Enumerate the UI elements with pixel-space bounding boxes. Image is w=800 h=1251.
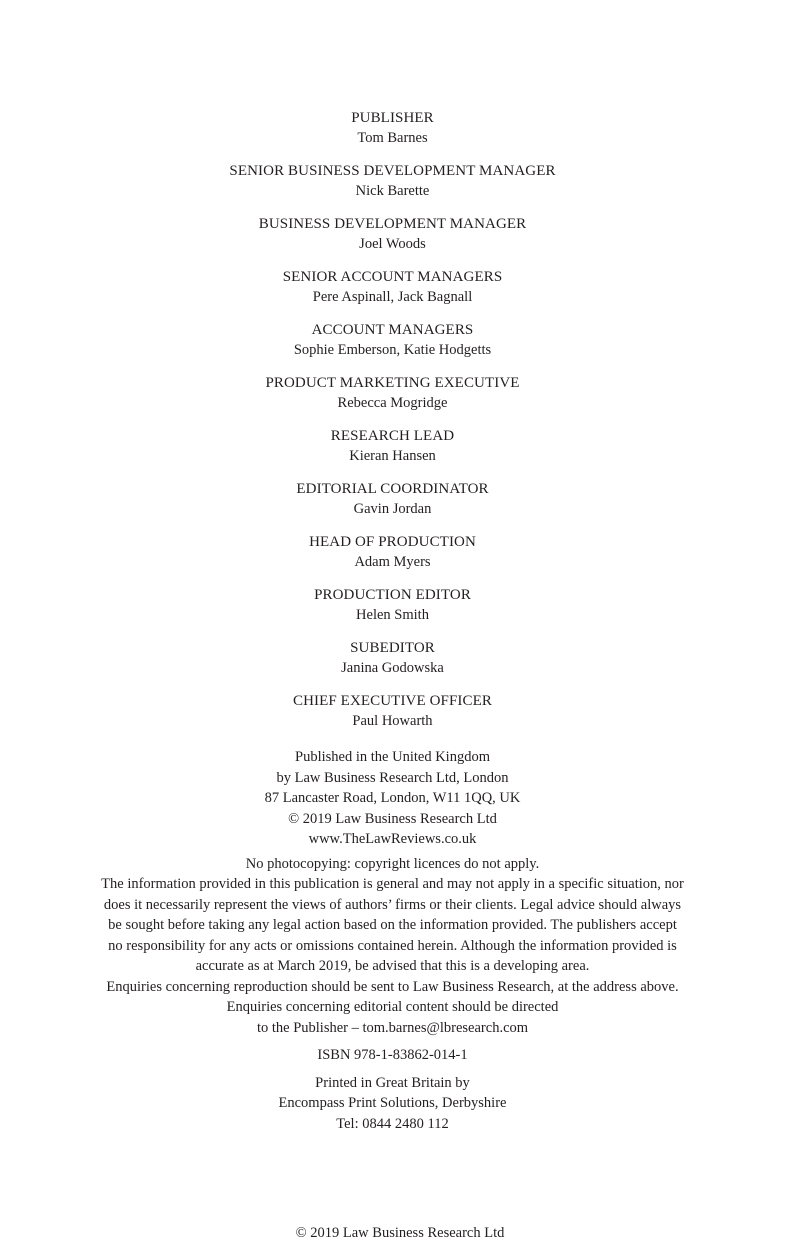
credit-person: Gavin Jordan xyxy=(353,501,432,517)
credit-role: BUSINESS DEVELOPMENT MANAGER xyxy=(258,216,527,232)
publication-line: Published in the United Kingdom xyxy=(295,749,490,765)
credit-role: PRODUCTION EDITOR xyxy=(314,587,471,603)
credit-person: Janina Godowska xyxy=(341,660,444,676)
legal-notice xyxy=(0,854,785,1039)
credit-role: EDITORIAL COORDINATOR xyxy=(296,481,489,497)
credit-head-of-production xyxy=(0,532,785,573)
credit-subeditor xyxy=(0,638,785,679)
credit-role: PUBLISHER xyxy=(351,110,434,126)
isbn-number: ISBN 978-1-83862-014-1 xyxy=(317,1047,468,1063)
credit-role: HEAD OF PRODUCTION xyxy=(309,534,476,550)
credit-person: Pere Aspinall, Jack Bagnall xyxy=(312,289,473,305)
credit-role: RESEARCH LEAD xyxy=(330,428,455,444)
credit-business-development-manager xyxy=(0,214,785,255)
publication-address: 87 Lancaster Road, London, W11 1QQ, UK xyxy=(264,790,521,806)
credit-role: SENIOR ACCOUNT MANAGERS xyxy=(282,269,503,285)
credit-role: PRODUCT MARKETING EXECUTIVE xyxy=(265,375,520,391)
notice-contact: to the Publisher – tom.barnes@lbresearch.com xyxy=(256,1019,529,1036)
credit-chief-executive-officer xyxy=(0,691,785,732)
credit-person: Paul Howarth xyxy=(352,713,433,729)
notice-line: No photocopying: copyright licences do not apply. xyxy=(245,855,540,872)
credit-person: Rebecca Mogridge xyxy=(337,395,448,411)
printer-line: Printed in Great Britain by xyxy=(315,1074,470,1091)
credit-person: Joel Woods xyxy=(359,236,426,252)
notice-line: Enquiries concerning editorial content should be directed xyxy=(226,999,559,1015)
credit-role: CHIEF EXECUTIVE OFFICER xyxy=(293,693,492,709)
notice-line: no responsibility for any acts or omissions contained herein. Although the information provided is xyxy=(108,937,677,954)
printer-name: Encompass Print Solutions, Derbyshire xyxy=(278,1095,507,1111)
credit-person: Helen Smith xyxy=(356,607,429,623)
credit-senior-account-managers xyxy=(0,267,785,308)
publication-website: www.TheLawReviews.co.uk xyxy=(308,831,477,847)
credits-section xyxy=(0,108,785,1134)
credit-person: Adam Myers xyxy=(354,554,431,570)
notice-line: does it necessarily represent the views of authors’ firms or their clients. Legal advice should always xyxy=(103,896,682,913)
publication-details xyxy=(0,747,785,850)
credit-role: ACCOUNT MANAGERS xyxy=(311,322,474,338)
credit-editorial-coordinator xyxy=(0,479,785,520)
credit-person: Sophie Emberson, Katie Hodgetts xyxy=(293,342,492,358)
credit-role: SUBEDITOR xyxy=(350,640,435,656)
credit-senior-business-development-manager xyxy=(0,161,785,202)
credit-person: Nick Barette xyxy=(355,183,430,199)
page-footer: © 2019 Law Business Research Ltd xyxy=(295,1225,505,1241)
publication-line: by Law Business Research Ltd, London xyxy=(276,769,509,786)
printer-details xyxy=(0,1073,785,1135)
notice-line: Enquiries concerning reproduction should be sent to Law Business Research, at the address above. xyxy=(106,978,679,995)
notice-line: The information provided in this publication is general and may not apply in a specific situation, nor xyxy=(101,876,684,892)
publication-copyright: © 2019 Law Business Research Ltd xyxy=(288,810,497,827)
credit-publisher xyxy=(0,108,785,149)
credit-account-managers xyxy=(0,320,785,361)
notice-line: be sought before taking any legal action based on the information provided. The publishers accept xyxy=(108,917,677,933)
printer-phone: Tel: 0844 2480 112 xyxy=(336,1115,449,1132)
credit-person: Tom Barnes xyxy=(357,130,428,146)
notice-line: accurate as at March 2019, be advised that this is a developing area. xyxy=(195,958,590,974)
credit-person: Kieran Hansen xyxy=(349,448,436,464)
credit-product-marketing-executive xyxy=(0,373,785,414)
credit-role: SENIOR BUSINESS DEVELOPMENT MANAGER xyxy=(229,163,556,179)
credit-research-lead xyxy=(0,426,785,467)
credit-production-editor xyxy=(0,585,785,626)
